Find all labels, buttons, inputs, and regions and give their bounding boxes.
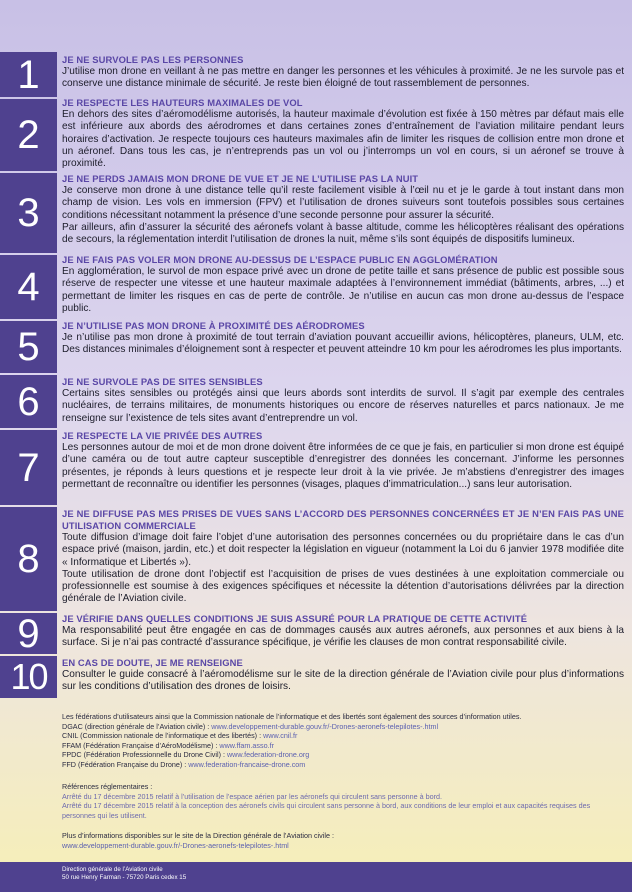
rule-body — [62, 669, 624, 694]
rule-number-6 — [0, 375, 57, 428]
rule-number-text: 7 — [17, 445, 40, 490]
sources-intro: Les fédérations d’utilisateurs ainsi que la Commission nationale de l’informatique et des libertés sont également des sources d’information utiles. — [62, 712, 522, 721]
rule-number-1 — [0, 52, 57, 97]
source-entry — [62, 760, 622, 770]
rule-body — [62, 109, 624, 170]
source-label: CNIL (Commission nationale de l’informatique et des libertés) : — [62, 731, 264, 741]
source-link[interactable]: www.ffam.asso.fr — [219, 740, 274, 750]
rule-number-5 — [0, 321, 57, 373]
references-block — [62, 782, 622, 820]
rule-number-3 — [0, 173, 57, 253]
rule-body — [62, 266, 624, 315]
source-link[interactable]: www.developpement-durable.gouv.fr/-Drones-aeronefs-telepilotes-.html — [211, 721, 439, 731]
footer-org-name: Direction générale de l’Aviation civile — [62, 866, 163, 873]
rule-number-text: 1 — [17, 52, 40, 97]
rule-paragraph: Toute diffusion d’image doit faire l’objet d’une autorisation des personnes concernées ou du propriétaire dans le cas d’un espace privé (maison, jardin, etc.) et doit respecter la législation en vigueur (notamment la Loi du 6 janvier 1978 modifiée dite « Informatique et Libertés »). — [62, 532, 624, 568]
source-entry — [62, 741, 622, 751]
source-label: FFAM (Fédération Française d’AéroModélisme) : — [62, 740, 220, 750]
rule-title: JE RESPECTE LES HAUTEURS MAXIMALES DE VOL — [62, 97, 303, 108]
rule-text-9 — [62, 613, 624, 650]
source-entry — [62, 722, 622, 732]
reference-item: Arrêté du 17 décembre 2015 relatif à la conception des aéronefs civils qui circulent sans personne à bord, aux conditions de leur emploi et aux capacités requises des personnes qui les utilisent. — [62, 801, 591, 820]
more-info-text: Plus d’informations disponibles sur le site de la Direction générale de l’Aviation civile : — [62, 831, 334, 840]
reference-item: Arrêté du 17 décembre 2015 relatif à l’utilisation de l’espace aérien par les aéronefs qui circulent sans personne à bord. — [62, 791, 442, 801]
rule-paragraph: En agglomération, le survol de mon espace privé avec un drone de petite taille et sans présence de public est possible sous réserve de respecter une vitesse et une hauteur maximale adaptées à l’environnement immédiat (bâtiments, arbres, ...) et permettant de limiter les risques en cas de perte de contrôle. Je n’utilise en aucun cas mon drone au-dessus de l’espace public. — [62, 266, 624, 314]
rule-title: JE NE PERDS JAMAIS MON DRONE DE VUE ET JE NE L’UTILISE PAS LA NUIT — [62, 173, 419, 184]
rule-title: JE VÉRIFIE DANS QUELLES CONDITIONS JE SUIS ASSURÉ POUR LA PRATIQUE DE CETTE ACTIVITÉ — [62, 613, 528, 624]
rule-text-6 — [62, 376, 624, 425]
rule-number-text: 5 — [17, 325, 40, 369]
rule-text-7 — [62, 430, 624, 491]
rule-body — [62, 332, 624, 357]
rule-number-10 — [0, 656, 57, 698]
sources-block — [62, 712, 622, 770]
rule-number-text: 3 — [17, 191, 40, 235]
rule-paragraph: Je conserve mon drone à une distance telle qu’il reste facilement visible à l’œil nu et je le garde à tout instant dans mon champ de vision. Les vols en immersion (FPV) et l’utilisation de drones suiveurs sont toutefois possibles sous certaines conditions nécessitant notamment la présence d’une seconde personne pour assurer la sécurité. — [62, 185, 624, 221]
footer-bar — [0, 862, 632, 892]
rule-text-1 — [62, 54, 624, 91]
rule-text-2 — [62, 97, 624, 170]
rule-paragraph: Toute utilisation de drone dont l’objectif est l’acquisition de prises de vues destinées à une exploitation commerciale ou professionnelle est soumise à des exigences spécifiques et nécessite la détention d’autorisations délivrées par la direction générale de l’Aviation civile. — [62, 568, 624, 605]
rule-title: JE N’UTILISE PAS MON DRONE À PROXIMITÉ DES AÉRODROMES — [62, 320, 365, 331]
rule-text-4 — [62, 254, 624, 315]
rule-body — [62, 185, 624, 246]
rule-paragraph: Par ailleurs, afin d’assurer la sécurité des aéronefs volant à basse altitude, comme les hélicoptères réalisant des opérations de secours, la réglementation interdit l’utilisation de drones la nuit, même s’ils sont équipés de dispositifs lumineux. — [62, 221, 624, 246]
rule-number-8 — [0, 507, 57, 611]
rule-title: JE RESPECTE LA VIE PRIVÉE DES AUTRES — [62, 430, 263, 441]
source-entry — [62, 750, 622, 760]
source-entry — [62, 731, 622, 741]
more-info-block — [62, 831, 622, 850]
rule-paragraph: Je n’utilise pas mon drone à proximité de tout terrain d’aviation pouvant accueillir avions, hélicoptères, planeurs, ULM, etc. Des distances minimales d’éloignement sont à respecter et peuvent atteindre 10 km pour les aérodromes les plus importants. — [62, 332, 624, 356]
references-heading: Références réglementaires : — [62, 782, 153, 791]
rule-title: JE NE SURVOLE PAS DE SITES SENSIBLES — [62, 376, 263, 387]
rule-paragraph: Les personnes autour de moi et de mon drone doivent être informées de ce que je fais, en particulier si mon drone est équipé d’une caméra ou de tout autre capteur susceptible d’enregistrer des données les concernant. J’informe les personnes présentes, je réponds à leurs questions et je respecte leur droit à la vie privée. Je m’abstiens d’enregistrer des images permettant de reconnaître ou identifier les personnes (visages, plaques d’immatriculation...) sans leur autorisation. — [62, 442, 624, 490]
source-link[interactable]: www.federation-drone.org — [226, 750, 310, 760]
rule-title: JE NE FAIS PAS VOLER MON DRONE AU-DESSUS DE L’ESPACE PUBLIC EN AGGLOMÉRATION — [62, 254, 498, 265]
rule-number-text: 6 — [17, 379, 40, 424]
rule-text-5 — [62, 320, 624, 357]
more-info-link[interactable]: www.developpement-durable.gouv.fr/-Drones-aeronefs-telepilotes-.html — [62, 840, 289, 850]
rule-number-9 — [0, 613, 57, 654]
source-label: FPDC (Fédération Professionnelle du Drone Civil) : — [62, 750, 227, 760]
rule-text-3 — [62, 173, 624, 246]
rule-paragraph: Consulter le guide consacré à l’aéromodélisme sur le site de la direction générale de l’Aviation civile pour plus d’informations sur les conditions d’utilisation des drones de loisirs. — [62, 669, 624, 693]
rule-title: EN CAS DE DOUTE, JE ME RENSEIGNE — [62, 657, 243, 668]
footer-address: 50 rue Henry Farman - 75720 Paris cedex 15 — [62, 874, 187, 881]
rule-body — [62, 532, 624, 606]
rule-paragraph: Ma responsabilité peut être engagée en cas de dommages causés aux autres aéronefs, aux personnes et aux biens à la surface. Si je n’ai pas contracté d’assurance spécifique, je vérifie les clauses de mon contrat responsabilité civile. — [62, 625, 624, 649]
rule-text-8 — [62, 508, 624, 606]
rule-body — [62, 66, 624, 91]
rule-paragraph: En dehors des sites d’aéromodélisme autorisés, la hauteur maximale d’évolution est fixée à 150 mètres par défaut mais elle est inférieure aux abords des aérodromes et dans certaines zones d’entraînement de l’aviation militaire pendant leurs horaires d’activation. Je respecte toujours ces hauteurs maximales afin de limiter les risques de collision entre mon drone et un aéronef. Dans tous les cas, je n’entreprends pas un vol ou j’interromps un vol en cours, si un aéronef se trouve à proximité. — [62, 109, 624, 170]
source-link[interactable]: www.cnil.fr — [263, 731, 298, 741]
rule-number-2 — [0, 99, 57, 171]
source-label: FFD (Fédération Française du Drone) : — [62, 759, 189, 769]
rule-body — [62, 388, 624, 425]
rule-body — [62, 625, 624, 650]
rule-title: JE NE SURVOLE PAS LES PERSONNES — [62, 54, 244, 65]
rule-number-7 — [0, 430, 57, 505]
rule-text-10 — [62, 657, 624, 694]
source-link[interactable]: www.federation-francaise-drone.com — [188, 759, 306, 769]
rule-paragraph: J’utilise mon drone en veillant à ne pas mettre en danger les personnes et les véhicules à proximité. Je ne les survole pas et conserve une distance minimale de sécurité. Je reste bien éloigné de tout rassemblement de personnes. — [62, 66, 624, 90]
rule-number-text: 2 — [17, 113, 40, 157]
rule-body — [62, 442, 624, 491]
rule-title: JE NE DIFFUSE PAS MES PRISES DE VUES SANS L’ACCORD DES PERSONNES CONCERNÉES ET JE N’EN FAIS PAS UNE UTILISATION COMMERCIALE — [62, 508, 624, 531]
rule-number-4 — [0, 255, 57, 319]
source-label: DGAC (direction générale de l’Aviation civile) : — [62, 721, 212, 731]
rule-number-text: 9 — [17, 611, 40, 656]
rule-number-text: 4 — [17, 265, 40, 309]
rule-number-text: 10 — [10, 656, 47, 697]
rule-number-text: 8 — [17, 537, 40, 581]
rule-paragraph: Certains sites sensibles ou protégés ainsi que leurs abords sont interdits de survol. Il s’agit par exemple des centrales nucléaires, de terrains militaires, de monuments historiques ou encore de réserves naturelles et parcs nationaux. Je me renseigne sur l’existence de tels sites avant d’entreprendre un vol. — [62, 388, 624, 424]
